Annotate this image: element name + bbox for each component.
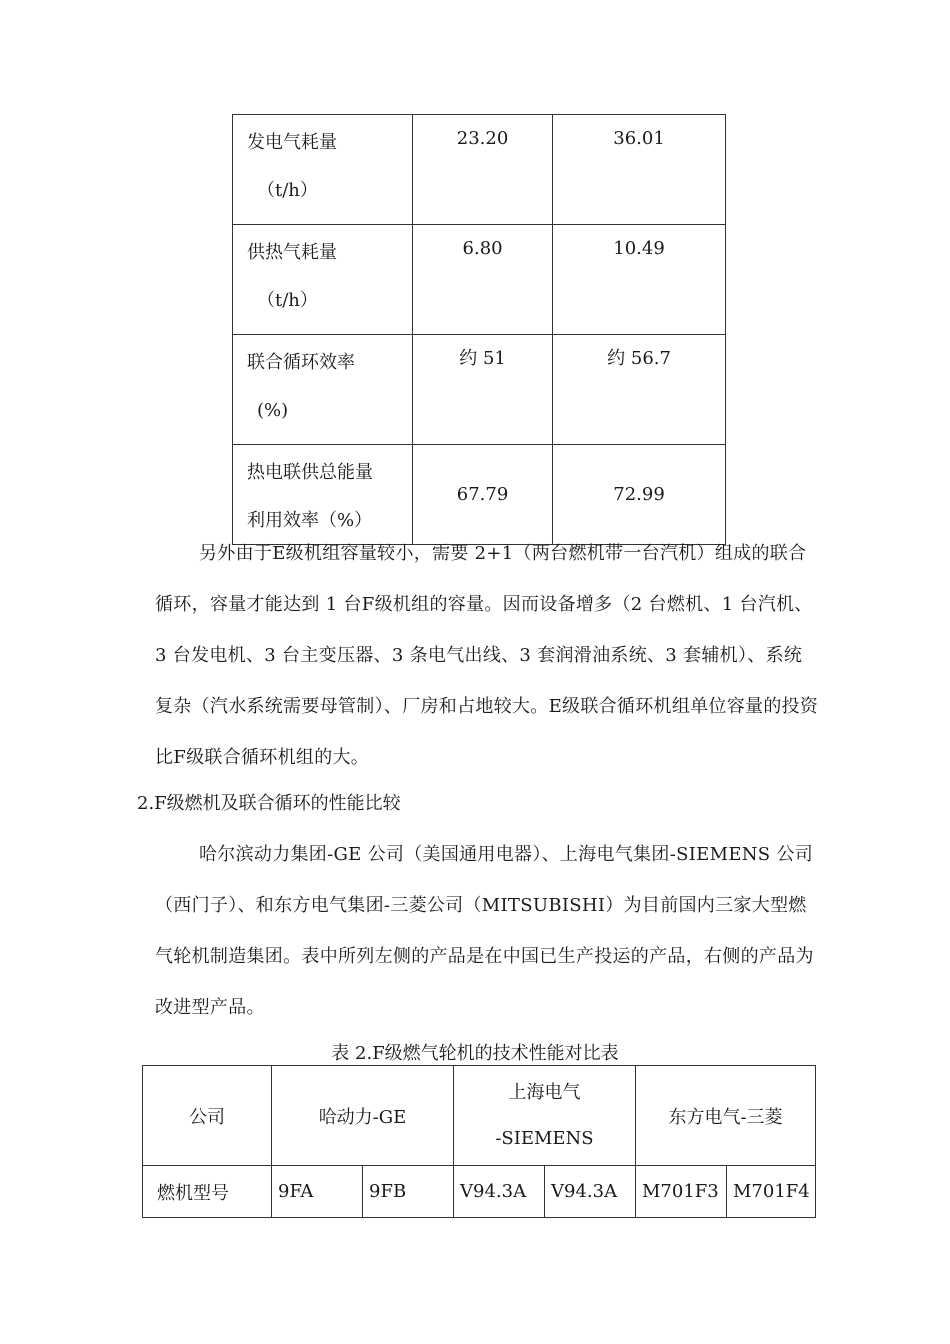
value-cell: 67.79 xyxy=(413,445,553,545)
table-row xyxy=(233,115,726,225)
row-label: 热电联供总能量 利用效率（%） xyxy=(233,445,413,545)
header-mitsubishi: 东方电气-三菱 xyxy=(636,1066,816,1166)
section-heading: 2.F级燃机及联合循环的性能比较 xyxy=(137,793,401,814)
value-cell: 72.99 xyxy=(553,445,726,545)
gas-consumption-table xyxy=(232,114,726,545)
value-cell: 23.20 xyxy=(413,115,553,225)
row-label: 联合循环效率 (%) xyxy=(233,335,413,445)
f-class-comparison-table xyxy=(142,1065,816,1218)
table-row xyxy=(233,335,726,445)
model-cell: V94.3A xyxy=(545,1166,636,1218)
header-company: 公司 xyxy=(143,1066,272,1166)
row-label: 燃机型号 xyxy=(143,1166,272,1218)
value-cell: 10.49 xyxy=(553,225,726,335)
value-cell: 6.80 xyxy=(413,225,553,335)
row-label: 发电气耗量 （t/h） xyxy=(233,115,413,225)
table-header-row xyxy=(143,1066,816,1166)
table-row xyxy=(233,225,726,335)
model-cell: M701F3 xyxy=(636,1166,727,1218)
row-label: 供热气耗量 （t/h） xyxy=(233,225,413,335)
paragraph-manufacturers: 哈尔滨动力集团-GE 公司（美国通用电器）、上海电气集团-SIEMENS 公司（西门子）、和东方电气集团-三菱公司（MITSUBISHI）为目前国内三家大型燃气轮机制造集团。表中所列左侧的产品是在中国已生产投运的产品，右侧的产品为改进型产品。 xyxy=(155,844,814,1018)
table-row xyxy=(143,1166,816,1218)
value-cell: 约 51 xyxy=(413,335,553,445)
table-caption: 表 2.F级燃气轮机的技术性能对比表 xyxy=(331,1043,619,1064)
value-cell: 约 56.7 xyxy=(553,335,726,445)
model-cell: M701F4 xyxy=(727,1166,816,1218)
model-cell: 9FA xyxy=(272,1166,363,1218)
header-siemens: 上海电气 -SIEMENS xyxy=(454,1066,636,1166)
model-cell: 9FB xyxy=(363,1166,454,1218)
value-cell: 36.01 xyxy=(553,115,726,225)
header-ge: 哈动力-GE xyxy=(272,1066,454,1166)
model-cell: V94.3A xyxy=(454,1166,545,1218)
paragraph-e-class: 另外由于E级机组容量较小，需要 2+1（两台燃机带一台汽机）组成的联合循环，容量才能达到 1 台F级机组的容量。因而设备增多（2 台燃机、1 台汽机、3 台发电机、3 台主变压器、3 条电气出线、3 套润滑油系统、3 套辅机）、系统复杂（汽水系统需要母管制）、厂房和占地较大。E级联合循环机组单位容量的投资比F级联合循环机组的大。 xyxy=(155,543,819,768)
